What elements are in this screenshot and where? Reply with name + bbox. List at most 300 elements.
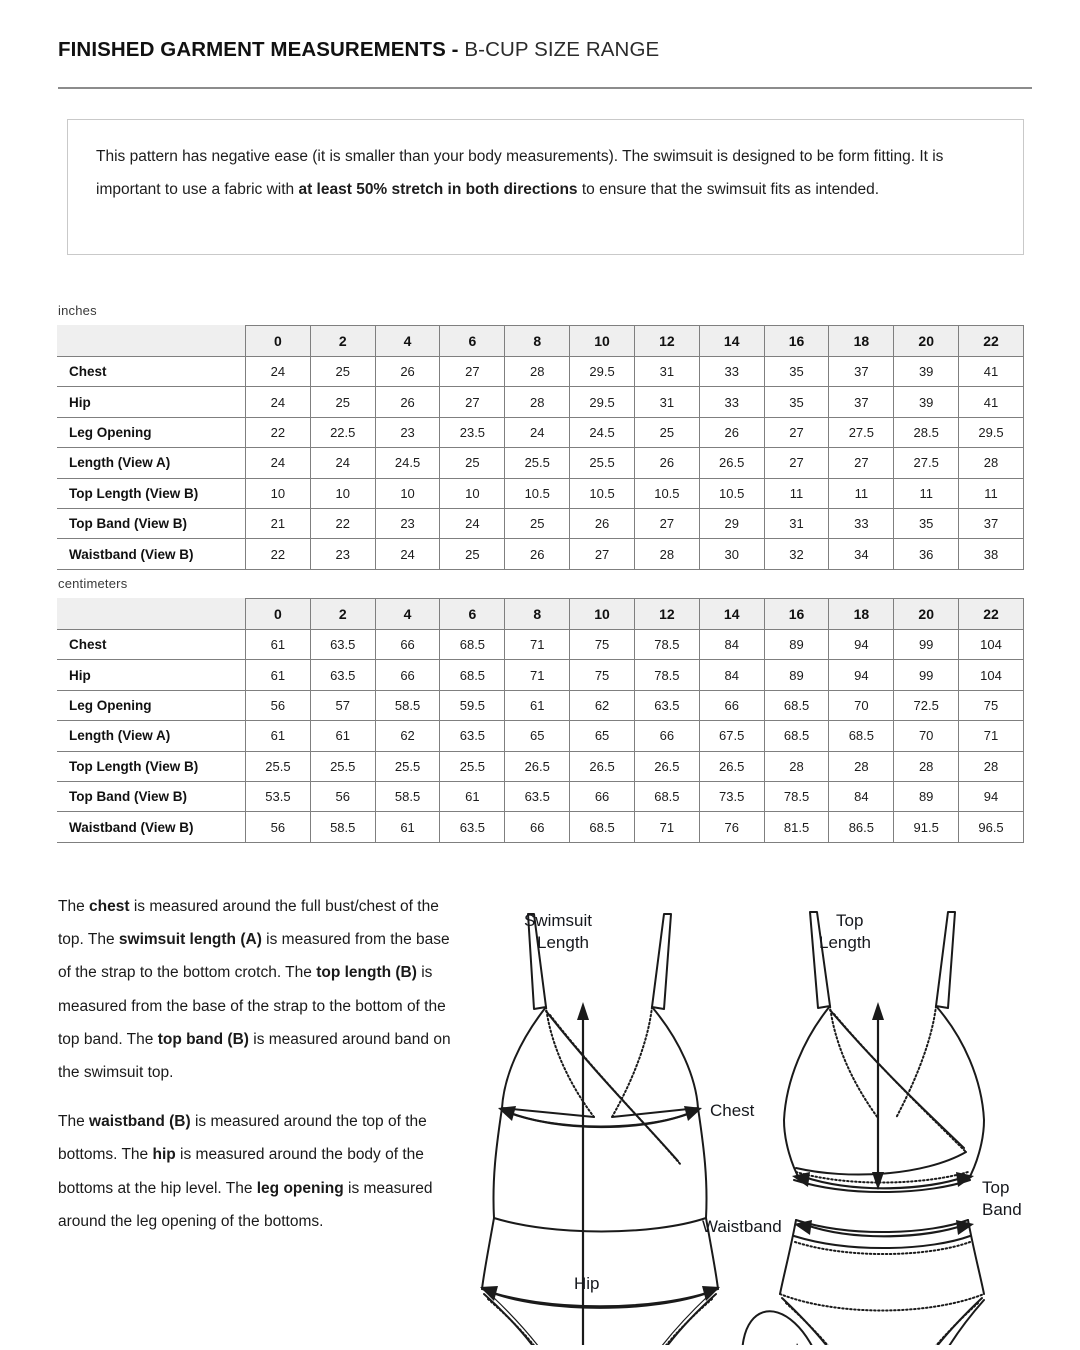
centimeters-size-header-18: 18 [829,599,894,630]
view-b-two-piece-figure [727,912,984,1345]
inches-cell: 25 [440,448,505,478]
inches-cell: 27 [829,448,894,478]
inches-cell: 27 [764,417,829,447]
inches-row-label: Length (View A) [58,448,246,478]
inches-cell: 37 [829,357,894,387]
inches-cell: 26 [375,357,440,387]
inches-size-header-10: 10 [570,326,635,357]
view-b-waistband-bottom [794,1236,970,1248]
table-row [58,357,1024,387]
note-text-emphasis: at least 50% stretch in both directions [298,181,578,198]
view-b-left-side [780,1220,796,1294]
inches-cell: 25 [440,539,505,569]
centimeters-cell: 63.5 [440,721,505,751]
view-a-hip-arrow [480,1286,720,1308]
inches-cell: 11 [829,478,894,508]
centimeters-cell: 75 [959,690,1024,720]
centimeters-cell: 84 [699,630,764,660]
centimeters-cell: 58.5 [375,781,440,811]
view-a-bust-seam [502,1110,698,1127]
inches-cell: 21 [246,508,311,538]
centimeters-cell: 25.5 [246,751,311,781]
inches-table-header [58,326,1024,357]
inches-cell: 26 [699,417,764,447]
inches-unit-label: inches [58,303,97,318]
centimeters-cell: 70 [829,690,894,720]
view-a-length-label-line2: Length [537,933,589,952]
centimeters-cell: 96.5 [959,812,1024,842]
inches-cell: 39 [894,357,959,387]
centimeters-size-header-0: 0 [246,599,311,630]
centimeters-cell: 66 [375,630,440,660]
centimeters-cell: 68.5 [440,630,505,660]
centimeters-size-header-4: 4 [375,599,440,630]
negative-ease-note-text [96,140,996,206]
view-b-left-cup-outer [784,1006,830,1180]
view-a-right-cup-outer [612,1007,698,1117]
page-title-separator: - [445,38,465,61]
centimeters-size-header-8: 8 [505,599,570,630]
view-b-hip-line [780,1294,984,1311]
inches-cell: 41 [959,387,1024,417]
inches-cell: 24 [505,417,570,447]
centimeters-cell: 25.5 [440,751,505,781]
centimeters-cell: 66 [570,781,635,811]
table-row [58,417,1024,447]
centimeters-cell: 58.5 [310,812,375,842]
view-b-waistband-label: Waistband [702,1217,782,1236]
inches-cell: 41 [959,357,1024,387]
page-title [58,38,1033,63]
inches-cell: 26 [375,387,440,417]
view-b-leg-opening-ellipse [727,1301,841,1345]
garment-illustrations-svg [462,880,1062,1345]
centimeters-cell: 70 [894,721,959,751]
centimeters-cell: 68.5 [829,721,894,751]
table-row [58,448,1024,478]
inches-cell: 24 [375,539,440,569]
inches-size-header-4: 4 [375,326,440,357]
inches-cell: 30 [699,539,764,569]
inches-size-header-0: 0 [246,326,311,357]
centimeters-cell: 61 [505,690,570,720]
centimeters-row-label: Top Length (View B) [58,751,246,781]
centimeters-cell: 65 [570,721,635,751]
centimeters-cell: 94 [959,781,1024,811]
inches-header-row [58,326,1024,357]
inches-cell: 32 [764,539,829,569]
inches-cell: 23 [310,539,375,569]
centimeters-cell: 91.5 [894,812,959,842]
description-term: chest [89,898,130,915]
inches-size-header-22: 22 [959,326,1024,357]
centimeters-cell: 104 [959,630,1024,660]
inches-cell: 27.5 [894,448,959,478]
inches-cell: 10.5 [699,478,764,508]
centimeters-cell: 71 [959,721,1024,751]
inches-cell: 22.5 [310,417,375,447]
inches-cell: 28 [505,387,570,417]
centimeters-cell: 67.5 [699,721,764,751]
inches-cell: 24.5 [570,417,635,447]
view-a-length-arrow [577,1002,589,1345]
inches-cell: 22 [246,417,311,447]
inches-cell: 24.5 [375,448,440,478]
centimeters-cell: 62 [570,690,635,720]
view-a-wrap-diagonal-stitch [550,1015,681,1165]
centimeters-cell: 63.5 [440,812,505,842]
inches-size-header-6: 6 [440,326,505,357]
inches-cell: 23 [375,417,440,447]
inches-cell: 37 [959,508,1024,538]
view-a-left-cup-inner [546,1007,594,1117]
inches-row-label: Chest [58,357,246,387]
centimeters-cell: 68.5 [570,812,635,842]
centimeters-cell: 28 [959,751,1024,781]
inches-cell: 25 [634,417,699,447]
table-row [58,721,1024,751]
centimeters-cell: 68.5 [764,690,829,720]
inches-cell: 35 [894,508,959,538]
inches-cell: 35 [764,387,829,417]
view-b-left-strap [810,912,830,1008]
inches-cell: 35 [764,357,829,387]
inches-cell: 34 [829,539,894,569]
centimeters-cell: 94 [829,660,894,690]
page-title-main: FINISHED GARMENT MEASUREMENTS [58,38,446,61]
view-a-right-side-upper [698,1108,707,1218]
centimeters-cell: 62 [375,721,440,751]
inches-cell: 33 [829,508,894,538]
description-term: swimsuit length (A) [118,931,262,949]
inches-cell: 38 [959,539,1024,569]
inches-cell: 31 [634,357,699,387]
centimeters-cell: 78.5 [764,781,829,811]
centimeters-cell: 25.5 [375,751,440,781]
centimeters-unit-label: centimeters [58,576,128,591]
view-a-right-cup-inner [612,1007,652,1117]
view-a-waist-seam [494,1218,706,1232]
description-term: waistband (B) [89,1113,191,1131]
centimeters-cell: 66 [375,660,440,690]
view-a-left-side-upper [493,1108,502,1218]
inches-cell: 31 [634,387,699,417]
view-b-top-length-label-line2: Length [819,933,871,952]
table-row [58,508,1024,538]
inches-cell: 28 [505,357,570,387]
inches-cell: 25 [505,508,570,538]
description-text: is measured from the base of the strap to the bottom of the top band. The [58,964,446,1048]
view-a-chest-arrow [498,1106,702,1127]
inches-cell: 25.5 [505,448,570,478]
inches-cell: 26 [505,539,570,569]
centimeters-row-label: Leg Opening [58,690,246,720]
centimeters-cell: 26.5 [570,751,635,781]
inches-cell: 33 [699,387,764,417]
centimeters-cell: 66 [699,690,764,720]
centimeters-measurement-table [57,598,1024,843]
view-b-top-length-label-line1: Top [836,911,864,930]
table-row [58,751,1024,781]
description-term: hip [152,1146,176,1164]
view-b-wrap-stitch [834,1014,966,1152]
view-b-left-cup-inner [830,1006,878,1118]
centimeters-cell: 66 [505,812,570,842]
description-term: top band (B) [157,1030,249,1048]
view-a-right-strap [652,914,671,1009]
description-paragraph-2 [58,1105,458,1238]
centimeters-cell: 84 [829,781,894,811]
centimeters-cell: 26.5 [699,751,764,781]
view-a-hip-label: Hip [574,1274,600,1293]
centimeters-size-header-10: 10 [570,599,635,630]
centimeters-cell: 68.5 [440,660,505,690]
inches-cell: 10 [440,478,505,508]
inches-cell: 29.5 [959,417,1024,447]
centimeters-size-header-6: 6 [440,599,505,630]
inches-cell: 26.5 [699,448,764,478]
inches-row-label: Hip [58,387,246,417]
inches-cell: 25.5 [570,448,635,478]
view-b-top-length-arrow [872,1002,884,1190]
view-b-right-strap [936,912,955,1008]
inches-cell: 24 [246,448,311,478]
view-b-right-leg-opening [886,1298,982,1345]
centimeters-cell: 63.5 [310,630,375,660]
description-text: is measured around the full bust/chest of the top. The [58,898,439,949]
inches-cell: 22 [310,508,375,538]
inches-cell: 22 [246,539,311,569]
centimeters-cell: 71 [505,630,570,660]
centimeters-cell: 78.5 [634,630,699,660]
inches-cell: 33 [699,357,764,387]
centimeters-cell: 26.5 [634,751,699,781]
page-title-subtitle: B-CUP SIZE RANGE [464,38,660,61]
centimeters-cell: 61 [246,660,311,690]
table-row [58,812,1024,842]
centimeters-cell: 66 [634,721,699,751]
inches-cell: 28 [634,539,699,569]
inches-cell: 11 [959,478,1024,508]
inches-cell: 26 [570,508,635,538]
inches-row-label: Leg Opening [58,417,246,447]
description-term: top length (B) [316,964,417,982]
centimeters-cell: 73.5 [699,781,764,811]
inches-size-header-20: 20 [894,326,959,357]
centimeters-size-header-12: 12 [634,599,699,630]
inches-cell: 37 [829,387,894,417]
centimeters-cell: 61 [246,630,311,660]
centimeters-size-header-22: 22 [959,599,1024,630]
centimeters-cell: 81.5 [764,812,829,842]
inches-cell: 10.5 [505,478,570,508]
view-a-one-piece-figure [482,914,718,1345]
inches-cell: 27 [634,508,699,538]
description-paragraph-1 [58,890,458,1089]
centimeters-size-header-20: 20 [894,599,959,630]
centimeters-cell: 28 [829,751,894,781]
description-text: is measured around the top of the bottoms. The [58,1113,427,1164]
centimeters-size-header-2: 2 [310,599,375,630]
centimeters-size-header-14: 14 [699,599,764,630]
centimeters-cell: 68.5 [634,781,699,811]
inches-size-header-16: 16 [764,326,829,357]
inches-cell: 27 [440,387,505,417]
description-text: is measured around the leg opening of the bottoms. [58,1179,433,1230]
inches-cell: 23.5 [440,417,505,447]
centimeters-cell: 63.5 [310,660,375,690]
view-b-leg-opening-arrow [792,1343,818,1345]
inches-cell: 29.5 [570,357,635,387]
garment-diagrams [462,880,1062,1340]
inches-cell: 25 [310,387,375,417]
centimeters-row-label: Top Band (View B) [58,781,246,811]
table-row [58,478,1024,508]
centimeters-cell: 28 [764,751,829,781]
centimeters-cell: 57 [310,690,375,720]
centimeters-table-header [58,599,1024,630]
centimeters-cell: 94 [829,630,894,660]
centimeters-cell: 89 [894,781,959,811]
description-text: The [58,1113,90,1131]
inches-cell: 29.5 [570,387,635,417]
centimeters-cell: 61 [246,721,311,751]
inches-cell: 28 [959,448,1024,478]
centimeters-cell: 61 [310,721,375,751]
description-text: The [58,898,90,915]
centimeters-cell: 28 [894,751,959,781]
inches-cell: 27.5 [829,417,894,447]
inches-row-label: Top Band (View B) [58,508,246,538]
view-b-lower-cup-edge [796,1152,966,1175]
centimeters-size-header-16: 16 [764,599,829,630]
centimeters-cell: 56 [246,812,311,842]
centimeters-cell: 63.5 [634,690,699,720]
centimeters-cell: 53.5 [246,781,311,811]
view-b-wrap-diagonal [830,1010,964,1148]
centimeters-cell: 75 [570,630,635,660]
inches-size-header-18: 18 [829,326,894,357]
inches-cell: 24 [246,387,311,417]
centimeters-cell: 61 [375,812,440,842]
inches-header-corner [58,326,246,357]
centimeters-cell: 99 [894,660,959,690]
centimeters-cell: 56 [310,781,375,811]
centimeters-cell: 25.5 [310,751,375,781]
inches-cell: 28.5 [894,417,959,447]
centimeters-cell: 104 [959,660,1024,690]
view-b-right-side [968,1220,984,1294]
inches-cell: 23 [375,508,440,538]
centimeters-row-label: Waistband (View B) [58,812,246,842]
inches-cell: 10 [310,478,375,508]
note-text-part1: This pattern has negative ease (it is smaller than your body measurements). The swimsuit is designed to be form fitting. It is important to use a fabric with [96,148,944,198]
centimeters-cell: 75 [570,660,635,690]
description-term: leg opening [256,1179,344,1197]
view-a-left-side-lower [482,1218,494,1289]
centimeters-cell: 71 [505,660,570,690]
centimeters-cell: 71 [634,812,699,842]
inches-cell: 11 [764,478,829,508]
centimeters-cell: 89 [764,630,829,660]
centimeters-cell: 76 [699,812,764,842]
inches-cell: 10.5 [570,478,635,508]
inches-size-header-14: 14 [699,326,764,357]
view-b-top-band-label-line2: Band [982,1200,1022,1219]
inches-cell: 10 [375,478,440,508]
negative-ease-note-box [67,119,1024,255]
page-header [58,38,1033,63]
inches-size-header-8: 8 [505,326,570,357]
inches-cell: 29 [699,508,764,538]
view-b-right-cup-outer [936,1006,984,1180]
inches-cell: 27 [570,539,635,569]
view-b-waistband-arrow [794,1220,974,1236]
note-text-part2: to ensure that the swimsuit fits as intended. [577,181,880,198]
table-row [58,660,1024,690]
description-text: is measured from the base of the strap to the bottom crotch. The [58,931,450,982]
centimeters-cell: 89 [764,660,829,690]
centimeters-table-body [58,630,1024,843]
view-b-top-band-label-line1: Top [982,1178,1010,1197]
inches-measurement-table [57,325,1024,570]
inches-cell: 11 [894,478,959,508]
view-b-left-leg-opening [782,1298,878,1345]
description-text: is measured around band on the swimsuit top. [58,1030,451,1082]
header-divider [58,87,1032,89]
centimeters-header-row [58,599,1024,630]
inches-size-header-2: 2 [310,326,375,357]
centimeters-cell: 78.5 [634,660,699,690]
centimeters-cell: 99 [894,630,959,660]
inches-cell: 36 [894,539,959,569]
table-row [58,690,1024,720]
centimeters-cell: 72.5 [894,690,959,720]
centimeters-cell: 65 [505,721,570,751]
inches-cell: 39 [894,387,959,417]
inches-row-label: Waistband (View B) [58,539,246,569]
inches-cell: 27 [440,357,505,387]
inches-cell: 24 [440,508,505,538]
table-row [58,781,1024,811]
inches-cell: 24 [310,448,375,478]
centimeters-cell: 63.5 [505,781,570,811]
centimeters-cell: 59.5 [440,690,505,720]
table-row [58,387,1024,417]
inches-cell: 24 [246,357,311,387]
inches-cell: 27 [764,448,829,478]
centimeters-header-corner [58,599,246,630]
table-row [58,539,1024,569]
view-a-chest-label: Chest [710,1101,755,1120]
centimeters-cell: 86.5 [829,812,894,842]
centimeters-row-label: Hip [58,660,246,690]
centimeters-cell: 68.5 [764,721,829,751]
table-row [58,630,1024,660]
centimeters-cell: 56 [246,690,311,720]
inches-cell: 26 [634,448,699,478]
inches-cell: 10.5 [634,478,699,508]
centimeters-cell: 58.5 [375,690,440,720]
centimeters-cell: 84 [699,660,764,690]
inches-cell: 31 [764,508,829,538]
centimeters-cell: 61 [440,781,505,811]
centimeters-cell: 26.5 [505,751,570,781]
description-text: is measured around the body of the bottoms at the hip level. The [58,1146,424,1197]
measurement-description [58,890,458,1254]
centimeters-row-label: Chest [58,630,246,660]
centimeters-row-label: Length (View A) [58,721,246,751]
